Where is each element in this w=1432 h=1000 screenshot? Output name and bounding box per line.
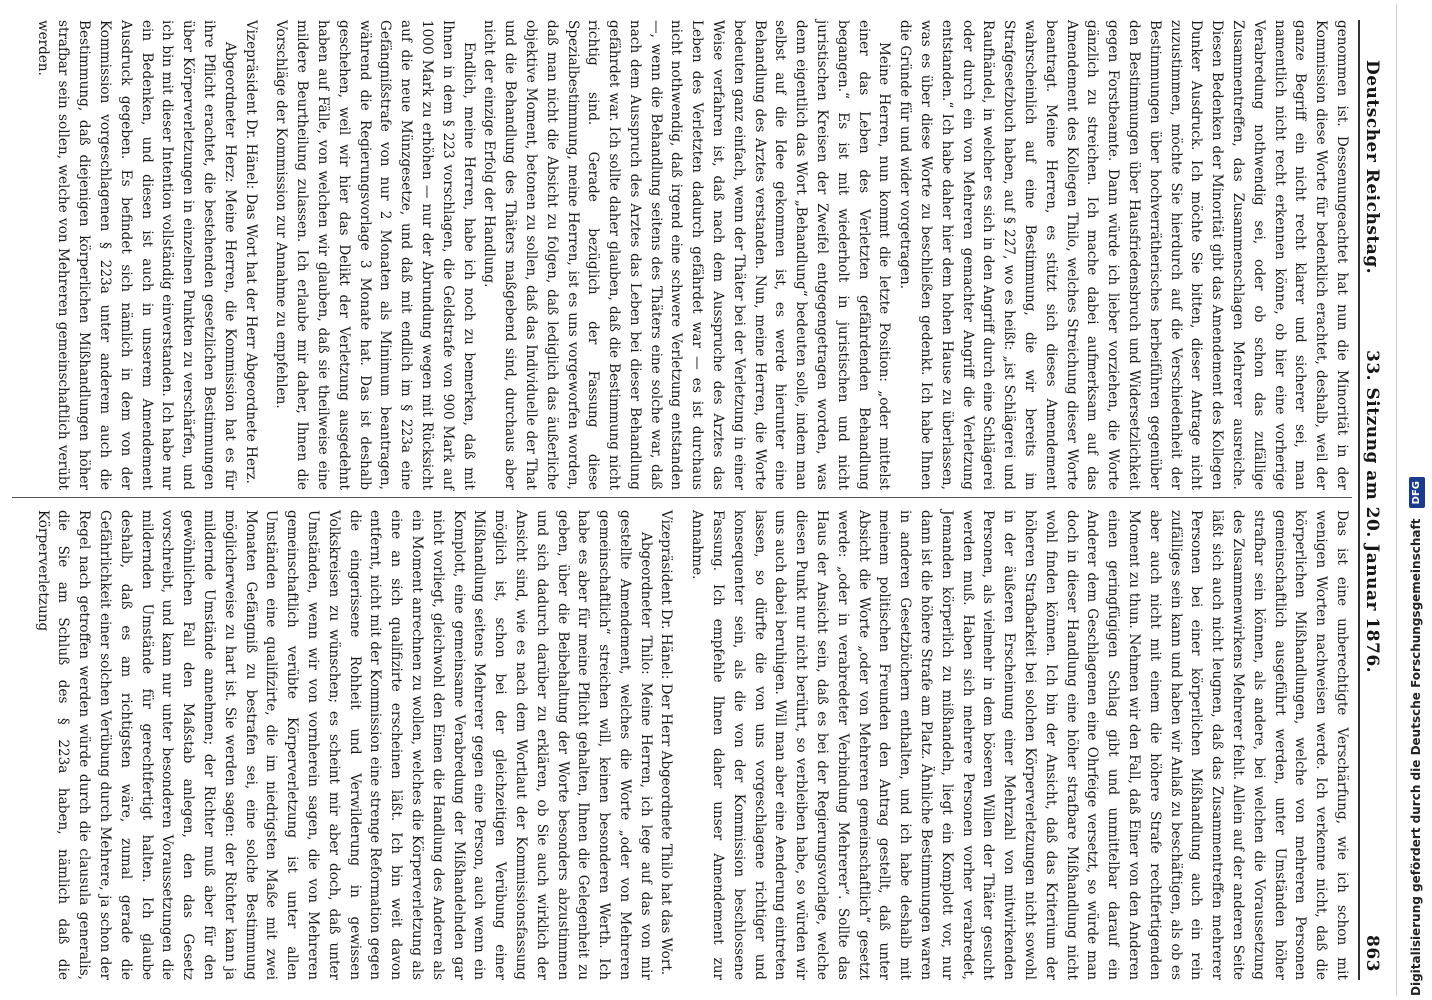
speaker-line: Vizepräsident Dr. Hänel: Der Herr Abgeordnete Thilo hat das Wort. (658, 510, 675, 976)
credit-text-wrapper (1406, 16, 1426, 996)
paragraph: Abgeordneter Thilo: Meine Herren, ich lege auf das von mir gestellte Amendement, welches die Worte „oder von Mehreren gemeinschaftlich“ streichen will, keinen besonderen Werth. Ich habe es aber für meine Pflicht gehalten, Ihnen die Gelegenheit zu geben, über die Beibehaltung der Worte besonders abzustimmen und sich dadurch darüber zu erklären, ob Sie auch wirklich der Ansicht sind, wie es nach dem Wortlaut der Kommissionsfassung möglich ist, schon bei der gleichzeitigen Verübung einer Mißhandlung seitens Mehrerer gegen eine Person, auch wenn ein Komplott, eine gemeinsame Verabredung der Mißhandelnden gar nicht vorliegt, gleichwohl den Einen die Handlung des Anderen als ein Moment anrechnen zu wollen, welches die Körperverletzung als eine an sich qualifizirte erscheinen läßt. Ich bin weit davon entfernt, nicht mit der Kommission eine strenge Reformation gegen die eingerissene Rohheit und Verwilderung in gewissen Volkskreisen zu wünschen; es scheint mir aber doch, daß unter Umständen, wenn wir von vornherein sagen, die von Mehreren gemeinschaftlich verübte Körperverletzung ist unter allen Umständen eine qualifizirte, die im niedrigsten Maße mit zwei Monaten Gefängniß zu bestrafen sei, eine solche Bestimmung möglicherweise zu hart ist. Sie werden sagen: der Richter kann ja mildernde Umstände annehmen; der Richter muß aber für den gewöhnlichen Fall den Maßstab anlegen, den das Gesetz vorschreibt, und kann nur unter besonderen Voraussetzungen die mildernden Umstände für gerechtfertigt halten. Ich glaube deshalb, daß es am richtigsten wäre, zumal gerade die Gefährlichkeit einer solchen Verübung durch Mehrere, ja schon der Regel nach getroffen werden würde durch die clausula generalis, die Sie am Schluß des § 223a haben, nämlich daß die Körperverletzung (34, 510, 654, 980)
session-title: 33. Sitzung am 20. Januar 1876. (1362, 350, 1382, 674)
paragraph: Endlich, meine Herren, habe ich noch zu bemerken, daß mit Ihnen in dem § 223 vorschlagen, die Geldstrafe von 900 Mark auf 1000 Mark zu erhöhen — nur der Abrundung wegen mit Rücksicht auf die neue Münzgesetze, und daß mit endlich im § 223a eine Gefängnißstrafe von nur 2 Monaten als Minimum beantragen, während die Regierungsvorlage 3 Monate hat. Das ist deshalb geschehen, weil wir hier das Delikt der Verletzung ausgedehnt haben auf Fälle, von welchen wir glauben, daß sie theilweise eine mildere Beurtheilung zulassen. Ich erlaube mir daher, Ihnen die Vorschläge der Kommission zur Annahme zu empfehlen. (273, 20, 477, 490)
paragraph: Abgeordneter Herz: Meine Herren, die Kommission hat es für ihre Pflicht erachtet, die bestehenden gesetzlichen Bestimmungen über Körperverletzungen in einzelnen Punkten zu verschärfen, und ich bin mit dieser Intention vollständig einverstanden. Ich habe nur ein Bedenken, und diesen ist auch in unserem Amendement Ausdruck gegeben. Es befindet sich nämlich in dem von der Kommission vorgeschlagenen § 223a unter anderem auch die Bestimmung, daß diejenigen körperlichen Mißhandlungen höher strafbar sein sollen, welche von Mehreren gemeinschaftlich verübt werden. (34, 20, 238, 490)
page-number: 863 (1362, 935, 1382, 972)
page-header (1358, 20, 1384, 980)
paragraph: genommen ist. Dessenungeachtet hat nun die Minorität in der Kommission diese Worte für bedenklich erachtet, deshalb, weil der ganze Begriff ein nicht recht klarer und sicherer sei, man namentlich nicht recht erkennen könne, ob hier eine vorherige Verabredung nothwendig sei, oder ob schon das zufällige Zusammentreffen, das Zusammenschlagen Mehrerer ausreiche. Diesen Bedenken der Minorität gibt das Amendement des Kollegen Dunker Ausdruck. Ich möchte Sie bitten, dieser Antrage nicht zuzustimmen, möchte Sie hierdurch auf die Verschiedenheit der Bestimmungen über hochverrätherisches herbeiführen gegenüber den Bestimmungen über Hausfriedensbruch und Widersetzlichkeit gegen Forstbeamte. Dann würde ich lieber vorziehen, die Worte gänzlich zu streichen. Ich mache dabei aufmerksam auf das Amendement des Kollegen Thilo, welches Streichung dieser Worte beantragt. Meine Herren, es stützt sich dieses Amendement wahrscheinlich auf eine Bestimmung, die wir bereits im Strafgesetzbuch haben, auf § 227, wo es heißt: „ist Schlägerei und Raufhändel, in welcher es sich in den Angriff durch eine Schlägerei oder durch ein von Mehreren gemachter Angriff die Verletzung entstanden.“ Ich habe daher hier dem hohen Hause zu überlassen, was es über diese Worte zu beschließen gedenkt. Ich habe Ihnen die Gründe für und wider vorgetragen. (897, 20, 1350, 490)
left-text-column (32, 20, 1352, 490)
funding-credit (1396, 0, 1432, 1000)
credit-text: Digitalisierung gefördert durch die Deutsche Forschungsgemeinschaft (1409, 518, 1423, 996)
dfg-logo: DFG (1409, 477, 1425, 508)
paragraph: Meine Herren, nun kommt die letzte Position: „oder mittelst einer das Leben des Verletzten gefährdenden Behandlung begangen.“ Es ist mit wiederholt in juristischen und nicht juristischen Kreisen der Zweifel entgegengetragen worden, was denn eigentlich das Wort „Behandlung“ bedeuten solle, indem man selbst auf die Idee gekommen ist, es werde hierunter eine Behandlung des Arztes verstanden. Nun, meine Herren, die Worte bedeuten ganz einfach, wenn der Thäter bei der Verletzung in einer Weise verfahren ist, daß nach dem Ausspruche des Arztes das Leben des Verletzten dadurch gefährdet war — es ist durchaus nicht nothwendig, daß irgend eine schwere Verletzung entstanden —, wenn die Behandlung seitens des Thäters eine solche war, daß nach dem Ausspruch des Arztes das Leben bei dieser Behandlung gefährdet war. Ich sollte daher glauben, daß die Bestimmung nicht richtig sind. Gerade bezüglich der Fassung diese Spezialbestimmung, meine Herren, ist es uns vorgeworfen worden, daß man nicht die Absicht zu folgen, daß lediglich das äußerliche objektive Moment, betonen zu sollen, daß das Individuelle der That und die Behandlung des Thäters maßgebend sind, durchaus aber nicht der einzige Erfolg der Handlung. (481, 20, 893, 490)
speaker-line: Vizepräsident Dr. Hänel: Das Wort hat der Herr Abgeordnete Herz. (242, 20, 259, 484)
journal-title: Deutscher Reichstag. (1362, 60, 1382, 275)
right-text-column (32, 510, 1352, 980)
column-divider (12, 497, 1352, 498)
paragraph: Das ist eine unberechtigte Verschärfung, wie ich schon mit wenigen Worten nachweisen werde. Ich verkenne nicht, daß die körperlichen Mißhandlungen, welche von mehreren Personen gemeinschaftlich ausgeführt werden, unter Umständen höher strafbar sein können, als andere, bei welchen die Voraussetzung des Zusammenwirkens Mehrerer fehlt. Allein auf der anderen Seite läßt sich auch nicht leugnen, daß das Zusammentreffen mehrerer Personen bei einer körperlichen Mißhandlung auch ein rein zufälliges sein kann und haben wir Anlaß zu beschäftigen, als ob es aber auch nicht mit einem die höhere Strafe rechtfertigenden Moment zu thun. Nehmen wir den Fall, daß Einer von den Anderen einen geringfügigen Schlag gibt und unmittelbar darauf ein Anderer dem Geschlagenen eine Ohrfeige versetzt, so würde man doch in dieser Handlung eine höher strafbare Mißhandlung nicht wohl finden können. Ich bin der Ansicht, daß das Kriterium der höheren Strafbarkeit bei solchen Körperverletzungen nicht sowohl in der äußeren Erscheinung einer Mehrzahl von mitwirkenden Personen, als vielmehr in dem böseren Willen der Thäter gesucht werden muß. Haben sich mehrere Personen vorher verabredet, Jemanden körperlich zu mißhandeln, liegt ein Komplott vor, nur dann ist die höhere Strafe am Platz. Ähnliche Bestimmungen waren in anderen Gesetzbüchern enthalten, und ich habe deshalb mit meinem politischen Freunden den Antrag gestellt, daß unter Absicht die Worte „oder von Mehreren gemeinschaftlich“ gesetzt werde: „oder in verabredeter Verbindung Mehrerer“. Sollte das Haus der Ansicht sein, daß es bei der Regierungsvorlage, welche diesen Punkt nur nicht berührt, so verbleiben habe, so würden wir uns auch dabei beruhigen. Will man aber eine Aenderung eintreten lassen, so dürfte die von uns vorgeschlagene richtiger und konsequenter sein, als die von der Kommission beschlossene Fassung. Ich empfehle Ihnen daher unser Amendement zur Annahme. (689, 510, 1350, 980)
